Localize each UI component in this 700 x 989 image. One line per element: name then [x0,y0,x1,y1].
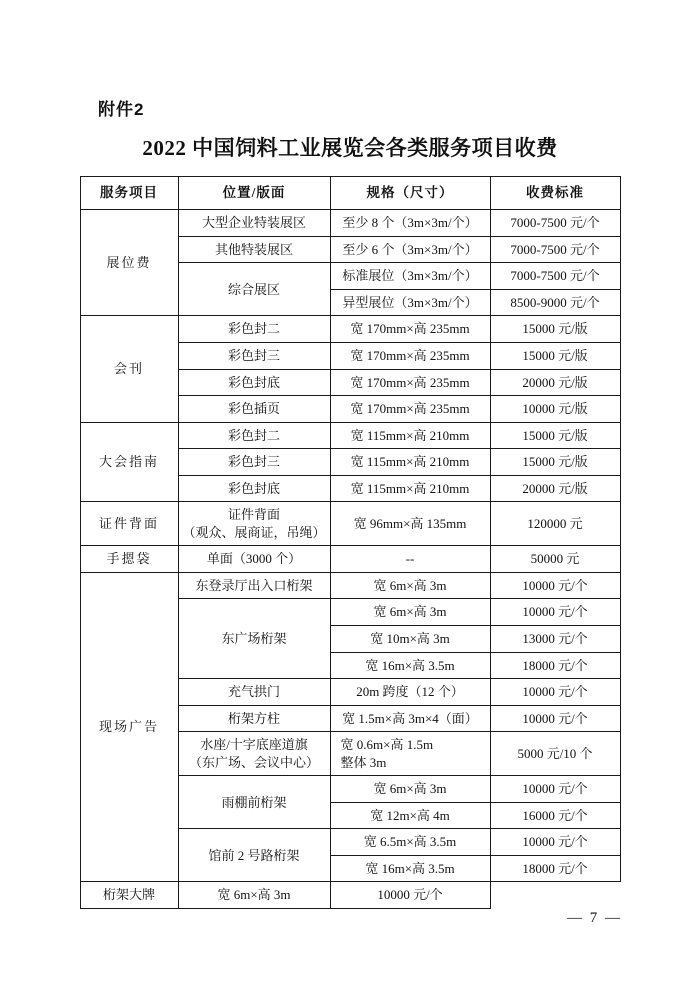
item-cell: 彩色封二 [178,422,330,449]
category-cell: 现场广告 [80,572,178,882]
item-cell [178,732,330,776]
page-title: 2022 中国饲料工业展览会各类服务项目收费 [142,136,558,160]
spec-cell: 宽 115mm×高 210mm [330,449,490,476]
price-cell: 7000-7500 元/个 [490,263,620,290]
price-cell: 10000 元/个 [490,829,620,856]
attachment-label: 附件2 [98,100,145,119]
item-cell: 彩色封二 [178,316,330,343]
category-cell: 展位费 [80,210,178,316]
price-cell: 18000 元/个 [490,652,620,679]
price-cell: 8500-9000 元/个 [490,289,620,316]
spec-cell: 宽 115mm×高 210mm [330,475,490,502]
item-line-1: 证件背面 [227,507,280,523]
item-line-2: （东广场、会议中心） [188,754,319,770]
price-cell: 10000 元/个 [490,705,620,732]
table-row [80,316,620,343]
item-cell: 大型企业特装展区 [178,210,330,237]
item-cell: 单面（3000 个） [178,546,330,573]
column-header-service: 服务项目 [80,177,178,210]
price-cell: 20000 元/版 [490,475,620,502]
item-cell: 雨棚前桁架 [178,776,330,829]
table-row [80,422,620,449]
spec-cell: 宽 10m×高 3m [330,625,490,652]
price-cell: 10000 元/个 [490,776,620,803]
spec-cell: 宽 170mm×高 235mm [330,369,490,396]
item-cell: 彩色插页 [178,396,330,423]
spec-cell: 宽 6m×高 3m [330,572,490,599]
table-row [80,546,620,573]
table-row [80,502,620,546]
item-cell: 桁架方柱 [178,705,330,732]
price-cell: 16000 元/个 [490,802,620,829]
column-header-price: 收费标准 [490,177,620,210]
item-cell: 馆前 2 号路桁架 [178,829,330,882]
price-cell: 50000 元 [490,546,620,573]
page-number: — 7 — [567,910,622,926]
fee-table [80,176,621,909]
price-cell: 15000 元/版 [490,449,620,476]
price-cell: 10000 元/个 [490,679,620,706]
item-line-2: （观众、展商证，吊绳） [182,524,326,540]
spec-cell: 宽 12m×高 4m [330,802,490,829]
spec-cell: 宽 6m×高 3m [178,882,330,909]
spec-cell: 宽 170mm×高 235mm [330,396,490,423]
spec-cell: 标准展位（3m×3m/个） [330,263,490,290]
price-cell: 15000 元/版 [490,316,620,343]
table-row [80,572,620,599]
item-cell [178,502,330,546]
price-cell: 10000 元/个 [490,572,620,599]
table-row [80,882,620,909]
price-cell: 10000 元/个 [330,882,490,909]
spec-line-2: 整体 3m [340,754,387,770]
column-header-location: 位置/版面 [178,177,330,210]
category-cell: 大会指南 [80,422,178,502]
column-header-spec: 规格（尺寸） [330,177,490,210]
spec-cell: 宽 6.5m×高 3.5m [330,829,490,856]
price-cell: 15000 元/版 [490,342,620,369]
item-cell: 桁架大牌 [80,882,178,909]
spec-cell: 至少 6 个（3m×3m/个） [330,236,490,263]
item-cell: 其他特装展区 [178,236,330,263]
item-cell: 彩色封三 [178,449,330,476]
item-cell: 东登录厅出入口桁架 [178,572,330,599]
price-cell: 13000 元/个 [490,625,620,652]
price-cell: 15000 元/版 [490,422,620,449]
spec-cell: 异型展位（3m×3m/个） [330,289,490,316]
price-cell: 7000-7500 元/个 [490,210,620,237]
price-cell: 7000-7500 元/个 [490,236,620,263]
table-row [80,210,620,237]
spec-cell: 宽 6m×高 3m [330,599,490,626]
item-line-1: 水座/十字底座道旗 [200,737,308,753]
spec-cell: 宽 170mm×高 235mm [330,316,490,343]
spec-cell: 宽 6m×高 3m [330,776,490,803]
spec-line-1: 宽 0.6m×高 1.5m [340,737,434,753]
spec-cell: 宽 1.5m×高 3m×4（面） [330,705,490,732]
spec-cell: 宽 96mm×高 135mm [330,502,490,546]
price-cell: 10000 元/版 [490,396,620,423]
category-cell: 手摁袋 [80,546,178,573]
spec-cell [330,732,490,776]
spec-cell: 20m 跨度（12 个） [330,679,490,706]
price-cell: 120000 元 [490,502,620,546]
item-cell: 综合展区 [178,263,330,316]
price-cell: 10000 元/个 [490,599,620,626]
category-cell: 会刊 [80,316,178,422]
item-cell: 充气拱门 [178,679,330,706]
spec-cell: 宽 170mm×高 235mm [330,342,490,369]
spec-cell: -- [330,546,490,573]
item-cell: 彩色封三 [178,342,330,369]
spec-cell: 宽 16m×高 3.5m [330,855,490,882]
price-cell: 5000 元/10 个 [490,732,620,776]
item-cell: 彩色封底 [178,475,330,502]
spec-cell: 宽 16m×高 3.5m [330,652,490,679]
spec-cell: 宽 115mm×高 210mm [330,422,490,449]
price-cell: 18000 元/个 [490,855,620,882]
item-cell: 彩色封底 [178,369,330,396]
price-cell: 20000 元/版 [490,369,620,396]
item-cell: 东广场桁架 [178,599,330,679]
spec-cell: 至少 8 个（3m×3m/个） [330,210,490,237]
category-cell: 证件背面 [80,502,178,546]
table-header-row [80,177,620,210]
